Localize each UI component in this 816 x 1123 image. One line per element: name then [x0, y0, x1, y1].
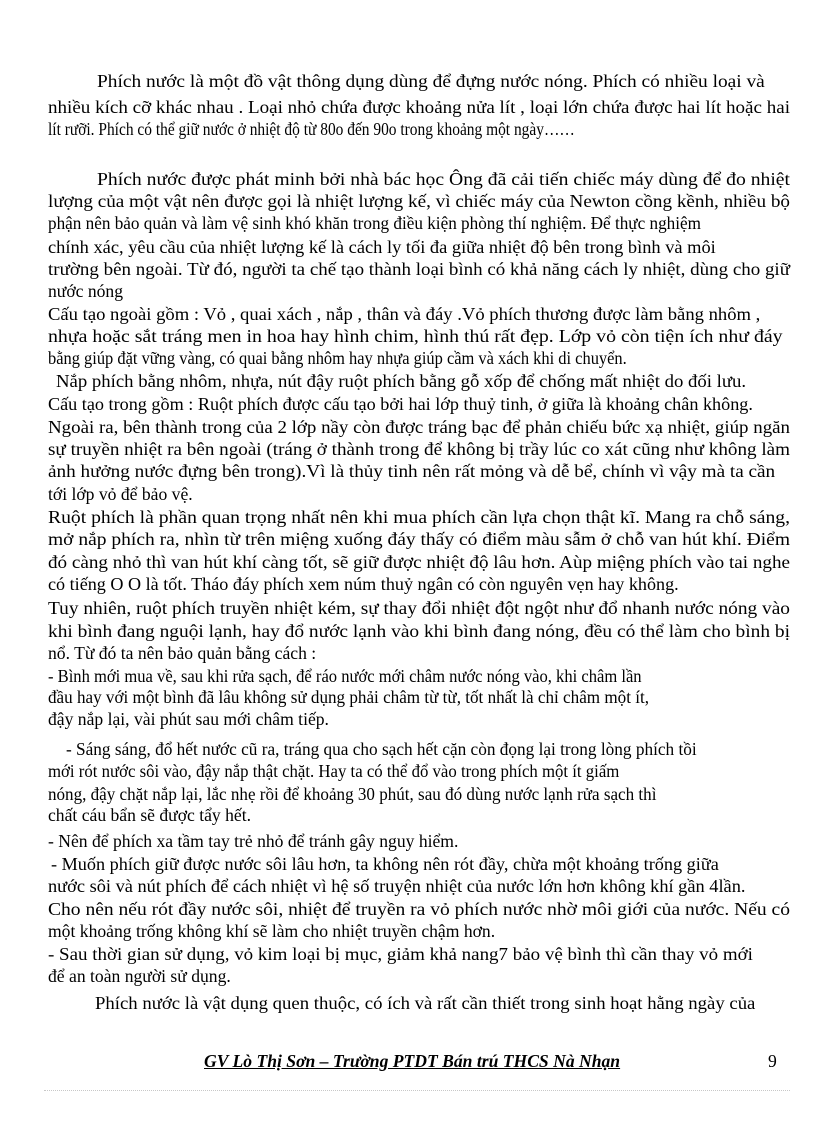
body-line: đó càng nhỏ thì van hút khí càng tốt, sẽ giữ được nhiệt độ lâu hơn. Aùp miệng phích vào tai nghe [48, 552, 790, 572]
page-bottom-divider [44, 1090, 790, 1091]
body-line: Ngoài ra, bên thành trong của 2 lớp nầy còn được tráng bạc để phản chiếu bức xạ nhiệt, giúp ngăn [48, 417, 790, 437]
body-line: trường bên ngoài. Từ đó, người ta chế tạo thành loại bình có khả năng cách ly nhiệt, dùng cho giữ [48, 259, 790, 279]
body-line: Nắp phích bằng nhôm, nhựa, nút đậy ruột phích bằng gỗ xốp để chống mất nhiệt do đối lưu. [56, 371, 747, 391]
page-number: 9 [768, 1051, 777, 1071]
body-line: - Nên để phích xa tầm tay trẻ nhỏ để tránh gây nguy hiểm. [48, 831, 459, 851]
body-line: khi bình đang nguội lạnh, hay đổ nước lạnh vào khi bình đang nóng, đều có thể làm cho bình bị [48, 621, 790, 641]
body-line: Cho nên nếu rót đầy nước sôi, nhiệt để truyền ra vỏ phích nước nhờ môi giới của nước. Nếu có [48, 899, 790, 919]
body-line: - Sau thời gian sử dụng, vỏ kim loại bị mục, giảm khả nang7 bảo vệ bình thì cần thay vỏ mới [48, 944, 753, 964]
body-line: - Bình mới mua về, sau khi rửa sạch, để ráo nước mới châm nước nóng vào, khi châm lần [48, 666, 642, 686]
body-line: Phích nước là một đồ vật thông dụng dùng để đựng nước nóng. Phích có nhiều loại và [97, 71, 765, 91]
body-line: Phích nước là vật dụng quen thuộc, có ích và rất cần thiết trong sinh hoạt hằng ngày của [95, 993, 756, 1013]
body-line: nhựa hoặc sắt tráng men in hoa hay hình chim, hình thú rất đẹp. Lớp vỏ còn tiện ích như đáy [48, 326, 783, 346]
body-line: Cấu tạo ngoài gồm : Vỏ , quai xách , nắp , thân và đáy .Vỏ phích thương được làm bằng nhôm , [48, 304, 761, 324]
body-line: phận nên bảo quản và làm vệ sinh khó khăn trong điều kiện phòng thí nghiệm. Để thực nghiệm [48, 213, 701, 233]
body-line: Cấu tạo trong gồm : Ruột phích được cấu tạo bởi hai lớp thuỷ tinh, ở giữa là khoảng chân không. [48, 394, 753, 414]
body-line: nổ. Từ đó ta nên bảo quản bằng cách : [48, 643, 317, 663]
body-line: lít rưỡi. Phích có thể giữ nước ở nhiệt độ từ 80o đến 90o trong khoảng một ngày…… [48, 119, 575, 139]
body-line: Tuy nhiên, ruột phích truyền nhiệt kém, sự thay đổi nhiệt đột ngột như đổ nhanh nước nóng vào [48, 598, 790, 618]
body-line: Ruột phích là phần quan trọng nhất nên khi mua phích cần lựa chọn thật kĩ. Mang ra chỗ sáng, [48, 507, 791, 527]
body-line: chất cáu bẩn sẽ được tẩy hết. [48, 805, 251, 825]
body-line: Phích nước được phát minh bởi nhà bác học Ông đã cải tiến chiếc máy dùng để đo nhiệt [97, 169, 790, 189]
body-line: để an toàn người sử dụng. [48, 966, 231, 986]
body-line: sự truyền nhiệt ra bên ngoài (tráng ở thành trong để không bị trầy lúc co xát cũng như không làm [48, 439, 790, 459]
body-line: có tiếng O O là tốt. Tháo đáy phích xem núm thuỷ ngân có còn nguyên vẹn hay không. [48, 574, 679, 594]
body-line: đầu hay với một bình đã lâu không sử dụng phải châm từ từ, tốt nhất là chỉ châm một ít, [48, 687, 650, 707]
body-line: chính xác, yêu cầu của nhiệt lượng kế là cách ly tối đa giữa nhiệt độ bên trong bình và môi [48, 237, 716, 257]
body-line: - Muốn phích giữ được nước sôi lâu hơn, ta không nên rót đầy, chừa một khoảng trống giữa [51, 854, 719, 874]
body-line: lượng của một vật nên được gọi là nhiệt lượng kế, vì chiếc máy của Newton cồng kềnh, nhiều bộ [48, 191, 790, 211]
body-line: đậy nắp lại, vài phút sau mới châm tiếp. [48, 709, 329, 729]
body-line: ảnh hưởng nước đựng bên trong).Vì là thủy tinh nên rất mỏng và dễ bể, chính vì vậy mà ta cần [48, 461, 776, 481]
body-line: mở nắp phích ra, nhìn từ trên miệng xuống đáy thấy có điểm màu sẫm ở chỗ van hút khí. Điểm [48, 529, 790, 549]
body-line: một khoảng trống không khí sẽ làm cho nhiệt truyền chậm hơn. [48, 921, 496, 941]
body-line: nhiều kích cỡ khác nhau . Loại nhỏ chứa được khoảng nửa lít , loại lớn chứa được hai lít hoặc hai [48, 97, 791, 117]
body-line: nước nóng [48, 281, 124, 301]
body-line: nóng, đậy chặt nắp lại, lắc nhẹ rồi để khoảng 30 phút, sau đó dùng nước lạnh rửa sạch thì [48, 784, 657, 804]
body-line: - Sáng sáng, đổ hết nước cũ ra, tráng qua cho sạch hết cặn còn đọng lại trong lòng phích tồi [66, 739, 697, 759]
body-line: nước sôi và nút phích để cách nhiệt vì hệ số truyện nhiệt của nước lớn hơn không khí gần 4lần. [48, 876, 746, 896]
footer-author: GV Lò Thị Sơn – Trường PTDT Bán trú THCS Nà Nhạn [204, 1051, 621, 1071]
body-line: bằng giúp đặt vững vàng, có quai bằng nhôm hay nhựa giúp cầm và xách khi di chuyển. [48, 348, 627, 368]
body-line: mới rót nước sôi vào, đậy nắp thật chặt. Hay ta có thể đổ vào trong phích một ít giấm [48, 761, 620, 781]
body-line: tới lớp vỏ để bảo vệ. [48, 484, 193, 504]
